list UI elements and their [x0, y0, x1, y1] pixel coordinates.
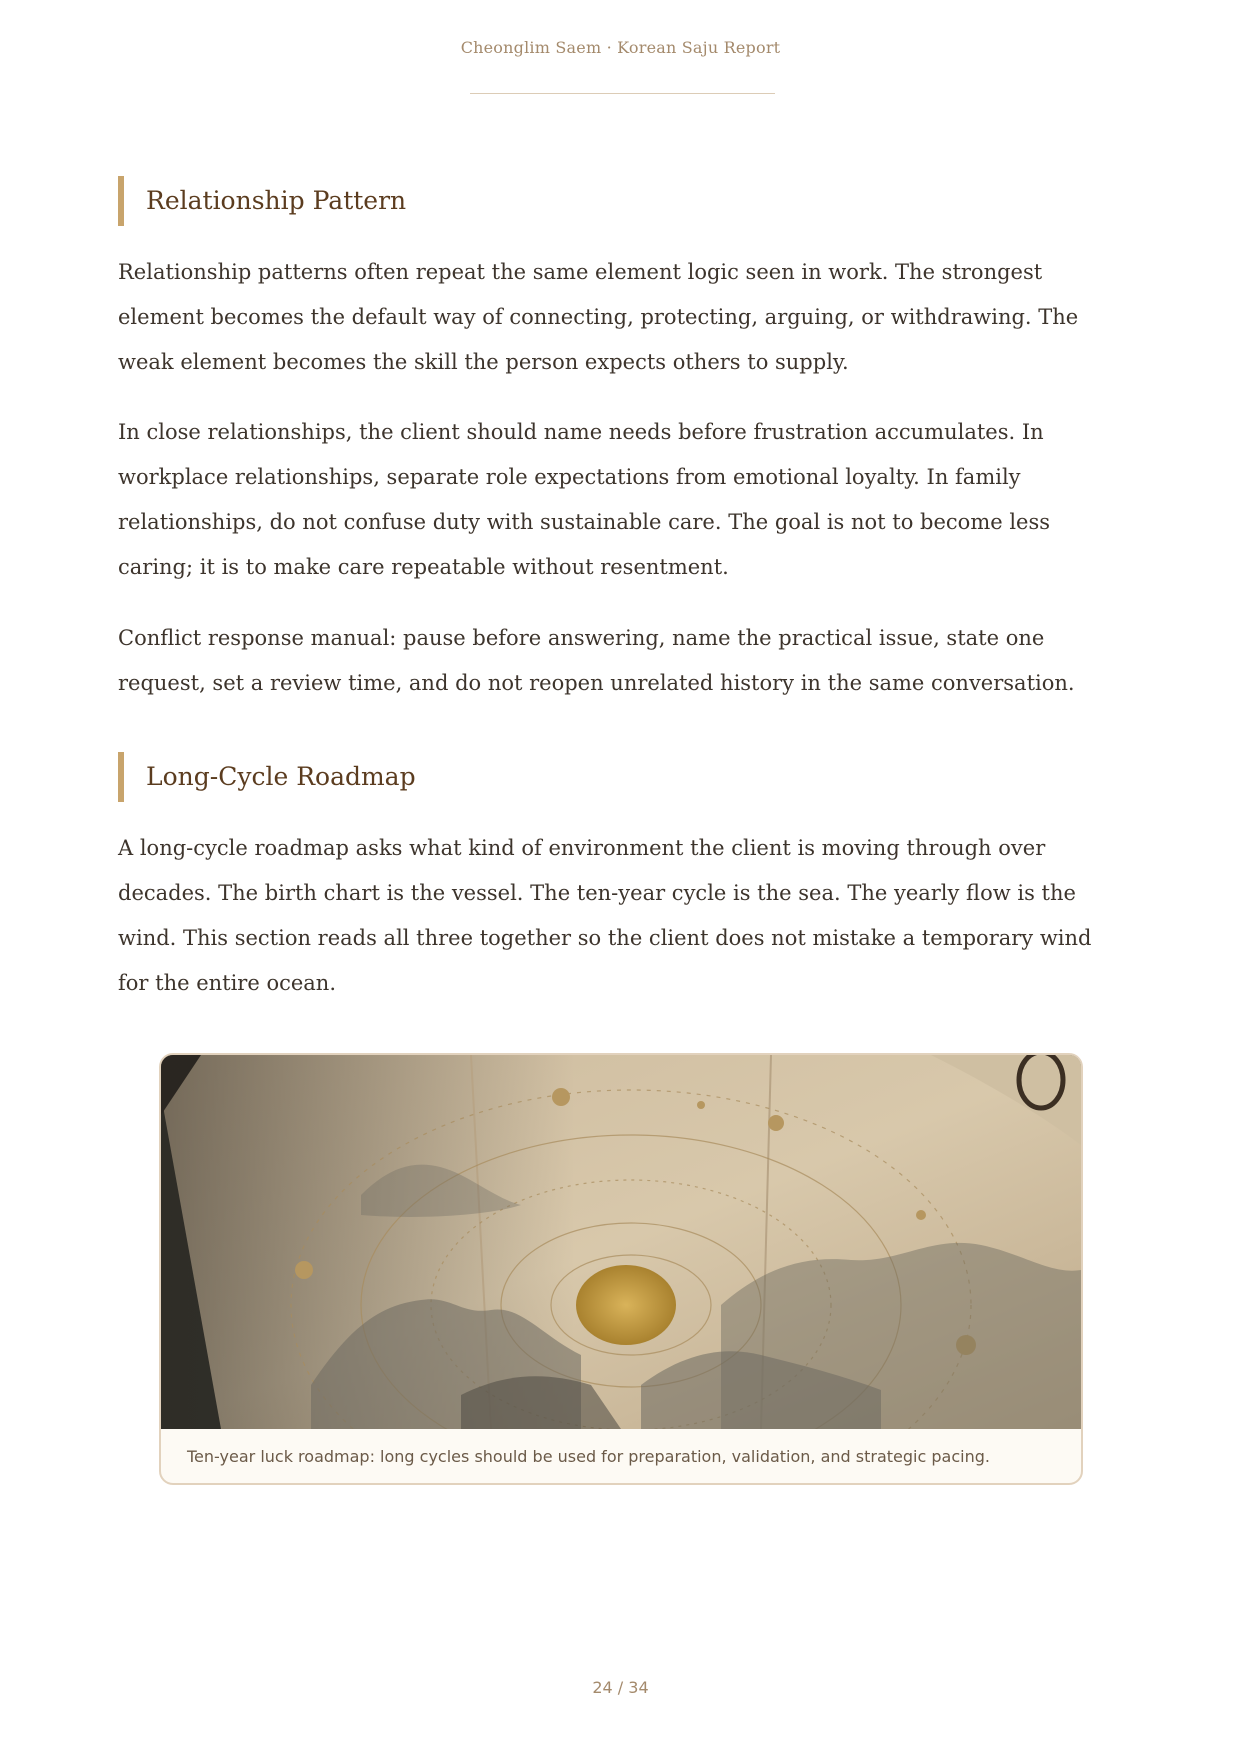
- roadmap-figure: [159, 1053, 1083, 1485]
- roadmap-illustration: [161, 1055, 1081, 1429]
- paragraph: Conflict response manual: pause before answering, name the practical issue, state one request, set a review time, and do not reopen unrelated history in the same conversation.: [118, 626, 1075, 695]
- section-title-long-cycle-roadmap: Long-Cycle Roadmap: [118, 752, 416, 802]
- paragraph: In close relationships, the client should name needs before frustration accumulates. In workplace relationships, separate role expectations from emotional loyalty. In family relationships, do not confuse duty with sustainable care. The goal is not to become less caring; it is to make care repeatable without resentment.: [118, 420, 1051, 579]
- paragraph: A long-cycle roadmap asks what kind of environment the client is moving through over decades. The birth chart is the vessel. The ten-year cycle is the sea. The yearly flow is the wind. This section reads all three together so the client does not mistake a temporary wind for the entire ocean.: [118, 836, 1092, 995]
- section-title-relationship-pattern: Relationship Pattern: [118, 176, 406, 226]
- running-header: Cheonglim Saem · Korean Saju Report: [460, 38, 781, 57]
- header-divider: [470, 93, 775, 94]
- page-number: 24 / 34: [592, 1678, 649, 1697]
- paragraph: Relationship patterns often repeat the same element logic seen in work. The strongest element becomes the default way of connecting, protecting, arguing, or withdrawing. The weak element becomes the skill the person expects others to supply.: [118, 260, 1079, 374]
- figure-caption: Ten-year luck roadmap: long cycles should be used for preparation, validation, and strategic pacing.: [187, 1447, 990, 1466]
